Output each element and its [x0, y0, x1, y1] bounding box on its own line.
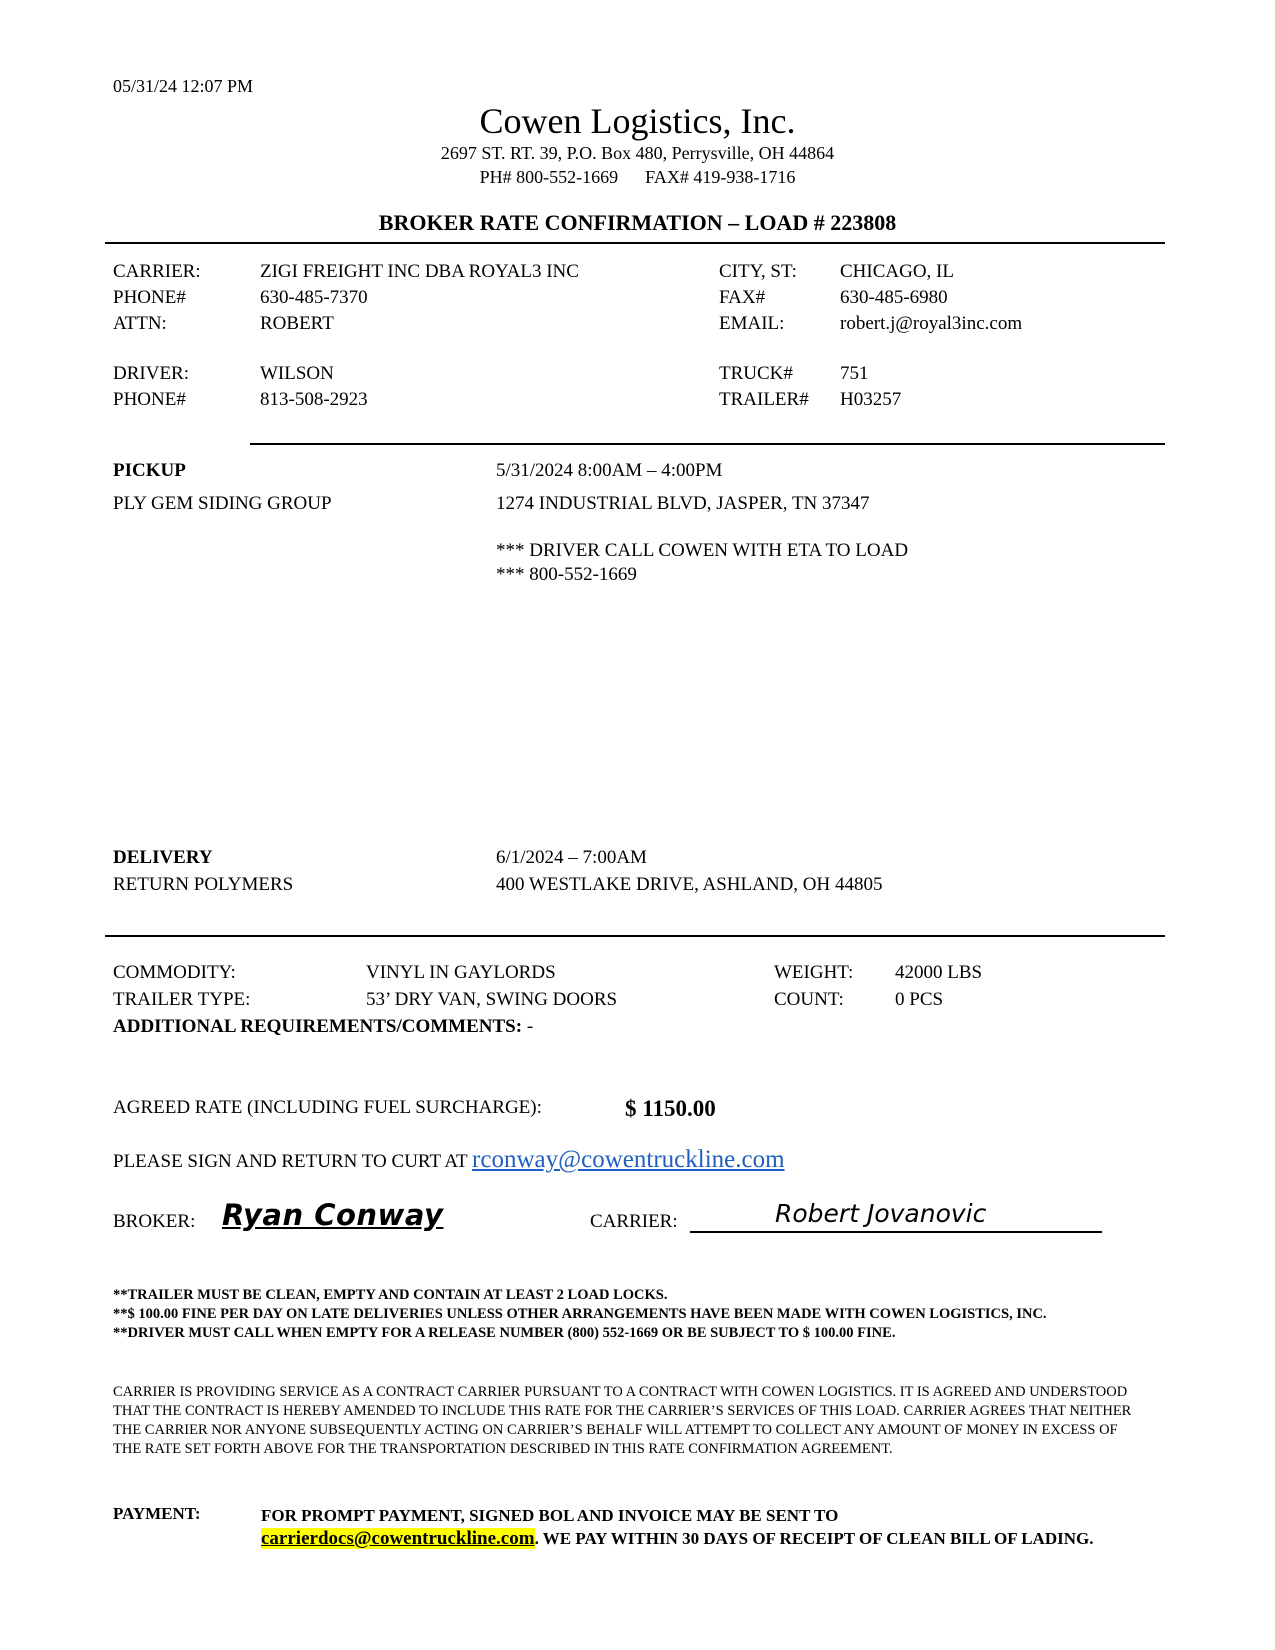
payment-text-terms: . WE PAY WITHIN 30 DAYS OF RECEIPT OF CLEAN BILL OF LADING. [534, 1529, 1094, 1548]
driver-value: WILSON [260, 363, 334, 384]
print-timestamp: 05/31/24 12:07 PM [113, 76, 254, 96]
payment-text [261, 1504, 1161, 1550]
return-instructions [113, 1146, 785, 1174]
carrier-phone-label: PHONE# [113, 287, 186, 308]
commodity-label: COMMODITY: [113, 962, 236, 983]
company-name: Cowen Logistics, Inc. [479, 101, 796, 141]
fax-value: 630-485-6980 [840, 287, 948, 308]
additional-requirements-label: ADDITIONAL REQUIREMENTS/COMMENTS: [113, 1016, 523, 1037]
delivery-address: 400 WESTLAKE DRIVE, ASHLAND, OH 44805 [496, 874, 883, 895]
pickup-shipper: PLY GEM SIDING GROUP [113, 493, 332, 514]
terms-block [113, 1286, 1163, 1343]
delivery-divider [105, 935, 1165, 937]
count-value: 0 PCS [895, 989, 944, 1010]
additional-requirements [113, 1016, 533, 1038]
company-address: 2697 ST. RT. 39, P.O. Box 480, Perrysville, OH 44864 [440, 143, 835, 163]
agreement-paragraph: CARRIER IS PROVIDING SERVICE AS A CONTRACT CARRIER PURSUANT TO A CONTRACT WITH COWEN LOGISTICS. IT IS AGREED AND UNDERSTOOD THAT THE CONTRACT IS HEREBY AMENDED TO INCLUDE THIS RATE FOR THE CARRIER’S SERVICES OF THIS LOAD. CARRIER AGREES THAT NEITHER THE CARRIER NOR ANYONE SUBSEQUENTLY ACTING ON CARRIER’S BEHALF WILL ATTEMPT TO COLLECT ANY AMOUNT OF MONEY IN EXCESS OF THE RATE SET FORTH ABOVE FOR THE TRANSPORTATION DESCRIBED IN THIS RATE CONFIRMATION AGREEMENT. [113, 1384, 1132, 1457]
carrier-signature-line [690, 1231, 1102, 1233]
commodity-value: VINYL IN GAYLORDS [366, 962, 556, 983]
pickup-note-eta: *** DRIVER CALL COWEN WITH ETA TO LOAD [496, 540, 909, 561]
delivery-datetime: 6/1/2024 – 7:00AM [496, 847, 647, 868]
trailer-value: H03257 [840, 389, 902, 410]
driver-label: DRIVER: [113, 363, 189, 384]
email-value: robert.j@royal3inc.com [840, 313, 1023, 334]
email-label: EMAIL: [719, 313, 785, 334]
payment-label: PAYMENT: [113, 1504, 201, 1523]
agreed-rate-value: $ 1150.00 [625, 1096, 716, 1121]
trailer-label: TRAILER# [719, 389, 809, 410]
carrier-signature-label: CARRIER: [590, 1211, 678, 1232]
pickup-address: 1274 INDUSTRIAL BLVD, JASPER, TN 37347 [496, 493, 870, 514]
delivery-consignee: RETURN POLYMERS [113, 874, 294, 895]
return-email-link[interactable]: rconway@cowentruckline.com [472, 1146, 785, 1173]
terms-line-trailer: **TRAILER MUST BE CLEAN, EMPTY AND CONTAIN AT LEAST 2 LOAD LOCKS. [113, 1287, 668, 1303]
weight-value: 42000 LBS [895, 962, 983, 983]
count-label: COUNT: [774, 989, 844, 1010]
terms-line-release: **DRIVER MUST CALL WHEN EMPTY FOR A RELEASE NUMBER (800) 552-1669 OR BE SUBJECT TO $ 100.00 FINE. [113, 1325, 896, 1341]
agreed-rate-label: AGREED RATE (INCLUDING FUEL SURCHARGE): [113, 1097, 542, 1118]
carrier-label: CARRIER: [113, 261, 201, 282]
terms-line-late-fine: **$ 100.00 FINE PER DAY ON LATE DELIVERIES UNLESS OTHER ARRANGEMENTS HAVE BEEN MADE WITH COWEN LOGISTICS, INC. [113, 1306, 1047, 1322]
carrier-signature: Robert Jovanovic [775, 1199, 987, 1228]
driver-phone-label: PHONE# [113, 389, 186, 410]
additional-requirements-value: - [522, 1016, 534, 1037]
attn-label: ATTN: [113, 313, 167, 334]
broker-signature-label: BROKER: [113, 1211, 196, 1232]
city-label: CITY, ST: [719, 261, 797, 282]
document-title: BROKER RATE CONFIRMATION – LOAD # 223808 [378, 210, 897, 235]
carrier-value: ZIGI FREIGHT INC DBA ROYAL3 INC [260, 261, 579, 282]
return-instructions-text: PLEASE SIGN AND RETURN TO CURT AT [113, 1151, 473, 1172]
pickup-datetime: 5/31/2024 8:00AM – 4:00PM [496, 460, 723, 481]
carrier-divider [250, 443, 1165, 445]
header-divider [105, 242, 1165, 244]
weight-label: WEIGHT: [774, 962, 854, 983]
carrier-phone-value: 630-485-7370 [260, 287, 368, 308]
city-value: CHICAGO, IL [840, 261, 954, 282]
payment-text-intro: FOR PROMPT PAYMENT, SIGNED BOL AND INVOICE MAY BE SENT TO [261, 1506, 839, 1525]
trailer-type-value: 53’ DRY VAN, SWING DOORS [366, 989, 618, 1010]
pickup-note-phone: *** 800-552-1669 [496, 564, 637, 585]
truck-value: 751 [840, 363, 869, 384]
company-phone-fax: PH# 800-552-1669 FAX# 419-938-1716 [479, 167, 796, 187]
pickup-heading: PICKUP [113, 460, 186, 481]
truck-label: TRUCK# [719, 363, 793, 384]
payment-email-link[interactable]: carrierdocs@cowentruckline.com [261, 1528, 535, 1549]
delivery-heading: DELIVERY [113, 847, 213, 868]
fax-label: FAX# [719, 287, 766, 308]
trailer-type-label: TRAILER TYPE: [113, 989, 251, 1010]
driver-phone-value: 813-508-2923 [260, 389, 368, 410]
broker-signature: Ryan Conway [222, 1198, 444, 1232]
attn-value: ROBERT [260, 313, 334, 334]
